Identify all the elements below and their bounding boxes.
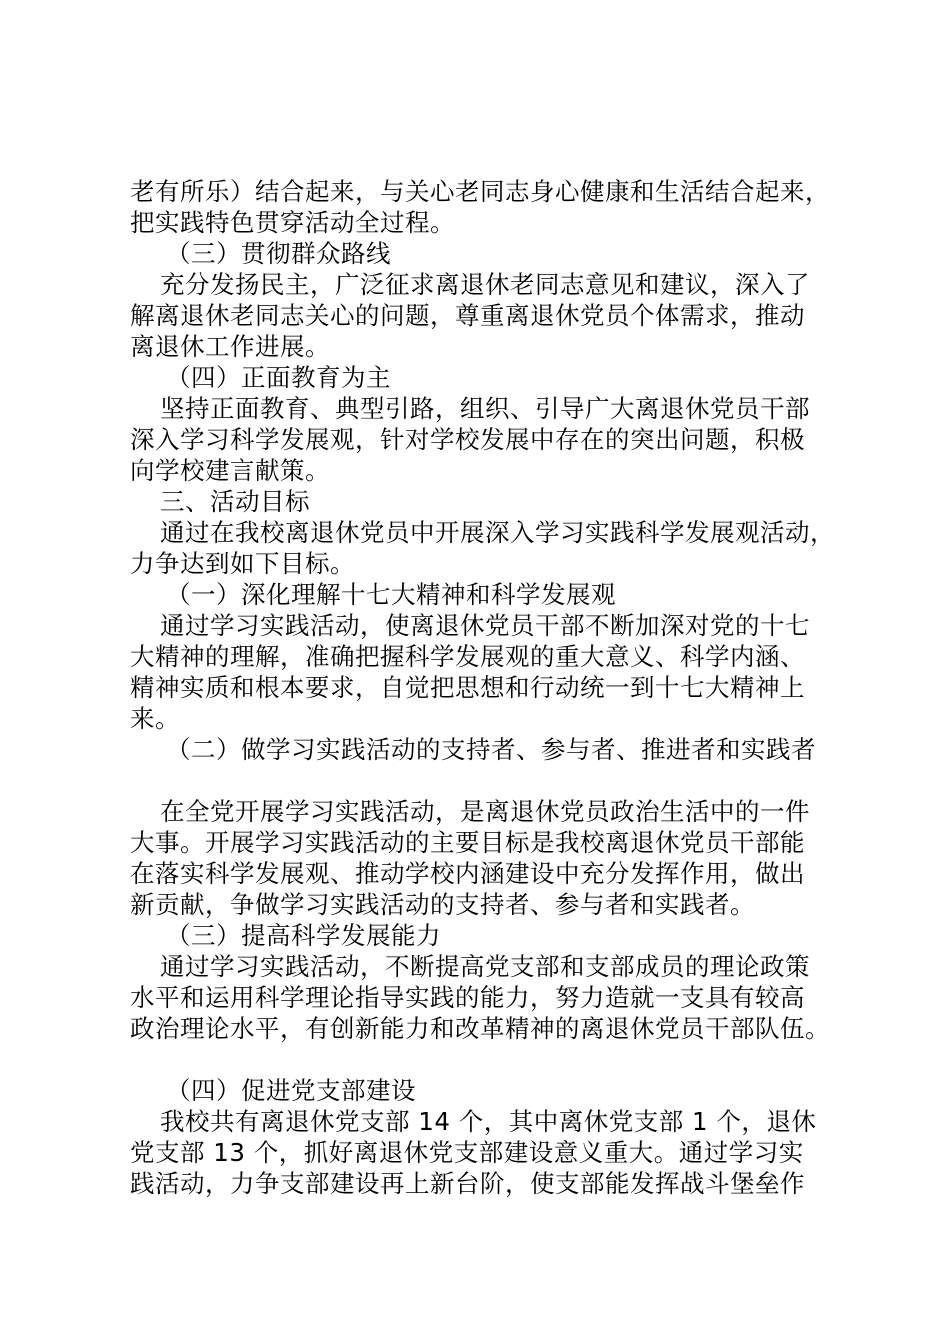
section-heading: （三）贯彻群众路线 bbox=[166, 239, 391, 268]
text-line: 离退休工作进展。 bbox=[130, 332, 330, 361]
text-line: 践活动，力争支部建设再上新台阶，使支部能发挥战斗堡垒作 bbox=[130, 1169, 805, 1198]
section-heading: （四）正面教育为主 bbox=[166, 363, 391, 392]
text-line: 充分发扬民主，广泛征求离退休老同志意见和建议，深入了 bbox=[160, 270, 810, 299]
text-line: 水平和运用科学理论指导实践的能力，努力造就一支具有较高 bbox=[130, 983, 805, 1012]
text-line: 党支部 13 个，抓好离退休党支部建设意义重大。通过学习实 bbox=[130, 1138, 804, 1167]
text-line: 通过学习实践活动，不断提高党支部和支部成员的理论政策 bbox=[160, 952, 810, 981]
text-line: 把实践特色贯穿活动全过程。 bbox=[130, 208, 455, 237]
text-line: 在落实科学发展观、推动学校内涵建设中充分发挥作用，做出 bbox=[130, 859, 805, 888]
text-line: 大精神的理解，准确把握科学发展观的重大意义、科学内涵、 bbox=[130, 642, 805, 671]
text-line: 在全党开展学习实践活动，是离退休党员政治生活中的一件 bbox=[160, 797, 810, 826]
section-heading: （一）深化理解十七大精神和科学发展观 bbox=[166, 580, 616, 609]
text-line: 精神实质和根本要求，自觉把思想和行动统一到十七大精神上 bbox=[130, 673, 805, 702]
text-line: 政治理论水平，有创新能力和改革精神的离退休党员干部队伍。 bbox=[130, 1014, 830, 1043]
text-line: 我校共有离退休党支部 14 个，其中离休党支部 1 个，退休 bbox=[160, 1107, 817, 1136]
section-heading: （三）提高科学发展能力 bbox=[166, 921, 441, 950]
section-heading: 三、活动目标 bbox=[160, 487, 310, 516]
text-line: 来。 bbox=[130, 704, 180, 733]
text-line: 力争达到如下目标。 bbox=[130, 549, 355, 578]
text-line: 大事。开展学习实践活动的主要目标是我校离退休党员干部能 bbox=[130, 828, 805, 857]
section-heading: （二）做学习实践活动的支持者、参与者、推进者和实践者 bbox=[166, 735, 816, 764]
text-line: 老有所乐）结合起来，与关心老同志身心健康和生活结合起来， bbox=[130, 177, 830, 206]
text-line: 坚持正面教育、典型引路，组织、引导广大离退休党员干部 bbox=[160, 394, 810, 423]
text-line: 新贡献，争做学习实践活动的支持者、参与者和实践者。 bbox=[130, 890, 755, 919]
text-line: 向学校建言献策。 bbox=[130, 456, 330, 485]
text-line: 解离退休老同志关心的问题，尊重离退休党员个体需求，推动 bbox=[130, 301, 805, 330]
text-line: 深入学习科学发展观，针对学校发展中存在的突出问题，积极 bbox=[130, 425, 805, 454]
text-line: 通过学习实践活动，使离退休党员干部不断加深对党的十七 bbox=[160, 611, 810, 640]
section-heading: （四）促进党支部建设 bbox=[166, 1076, 416, 1105]
text-line: 通过在我校离退休党员中开展深入学习实践科学发展观活动， bbox=[160, 518, 835, 547]
